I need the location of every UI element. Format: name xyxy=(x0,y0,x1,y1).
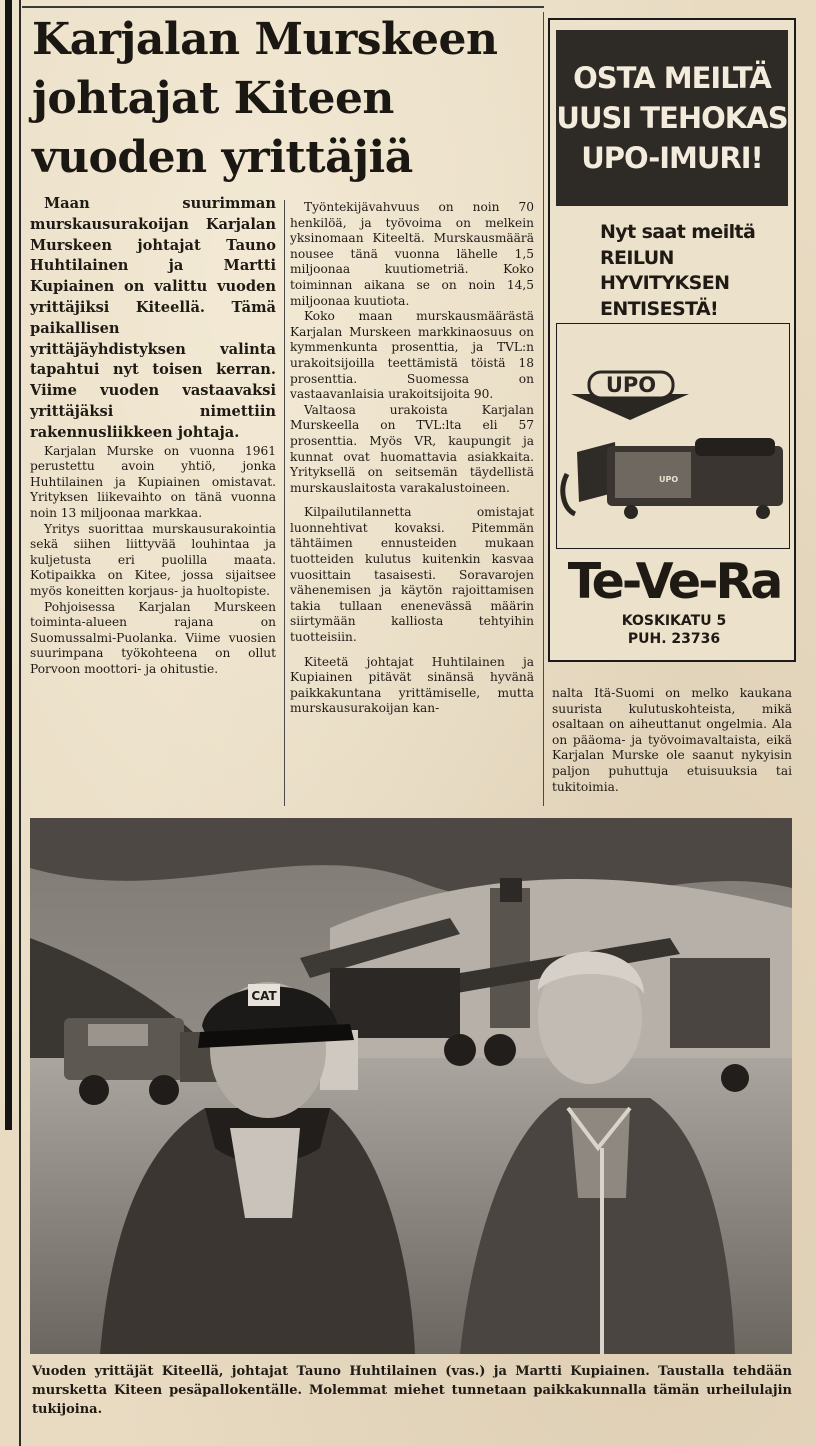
ad-banner-line: UPO-IMURI! xyxy=(581,141,763,175)
headline-line: Karjalan Murskeen xyxy=(32,14,498,65)
ad-brand: Te-Ve-Ra xyxy=(567,553,781,610)
article-column-1 xyxy=(30,194,276,677)
article-paragraph: Karjalan Murske on vuonna 1961 perustettu avoin yhtiö, jonka Huhtilainen ja Kupiainen omistavat. Yrityksen liikevaihto on tänä vuonna noin 13 miljoonaa markkaa. xyxy=(30,443,276,520)
article-column-2 xyxy=(290,200,534,717)
ad-offer-line: REILUN xyxy=(600,246,674,269)
article-paragraph: Kilpailutilannetta omistajat luonnehtivat kovaksi. Pitemmän tähtäimen ennusteiden mukaan tuotteiden kulutus kuitenkin kasvaa vuosittain tasaisesti. Soravarojen vähenemisen ja käytön rajoittamisen takia tullaan enenevässä määrin siirtymään kalliosta tehtyihin tuotteisiin. xyxy=(290,505,534,645)
margin-bar xyxy=(5,0,12,1130)
upo-logo-text: UPO xyxy=(605,373,657,397)
news-photo xyxy=(30,818,792,1354)
ad-offer-line: ENTISESTÄ! xyxy=(600,297,719,320)
ad-banner-line: UUSI TEHOKAS xyxy=(556,101,788,135)
ad-offer xyxy=(600,220,790,322)
column-rule xyxy=(543,12,544,806)
article-paragraph: nalta Itä-Suomi on melko kaukana suurista kulutuskohteista, mikä osaltaan on aiheuttanut ongelmia. Ala on pääoma- ja työvoimavaltaista, eikä Karjalan Murske ole saanut nykyisin paljon puhuttuja etuisuuksia tai tukitoimia. xyxy=(552,686,792,794)
article-lead: Maan suurimman murskausurakoijan Karjalan Murskeen johtajat Tauno Huhtilainen ja Martti Kupiainen on valittu vuoden yrittäjiksi Kiteellä. Tämä paikallisen yrittäjäyhdistyksen valinta tapahtui nyt toisen kerran. Viime vuoden vastaavaksi yrittäjäksi nimettiin rakennusliikkeen johtaja. xyxy=(30,195,276,441)
article-column-3 xyxy=(552,686,792,795)
vacuum-icon xyxy=(563,438,783,519)
cap-text: CAT xyxy=(251,989,277,1003)
vacuum-label: UPO xyxy=(659,475,679,484)
article-paragraph: Valtaosa urakoista Karjalan Murskeella on TVL:lta eli 57 prosenttia. Myös VR, kaupungit ja kunnat ovat huomattavia asiakkaita. Yrityksellä on seitsemän täydellistä murskauslaitosta varakalustoineen. xyxy=(290,402,534,495)
headline-line: johtajat Kiteen xyxy=(32,73,394,124)
ad-offer-line: HYVITYKSEN xyxy=(600,272,730,295)
article-paragraph: Työntekijävahvuus on noin 70 henkilöä, ja työvoima on melkein yksinomaan Kiteeltä. Murskausmäärä nousee tänä vuonna lähelle 1,5 miljoonaa kuutiometriä. Koko toiminnan aikana se on noin 14,5 miljoonaa kuutiota. xyxy=(290,200,534,308)
top-rule xyxy=(22,6,544,8)
photo-caption: Vuoden yrittäjät Kiteellä, johtajat Tauno Huhtilainen (vas.) ja Martti Kupiainen. Taustalla tehdään mursketta Kiteen pesäpallokentälle. Molemmat miehet tunnetaan paikkakunnalla tämän urheilulajin tukijoina. xyxy=(32,1364,792,1417)
article-paragraph: Pohjoisessa Karjalan Murskeen toiminta-alueen rajana on Suomussalmi-Puolanka. Viime vuosien suurimpana työkohteena on ollut Porvoon moottori- ja ohitustie. xyxy=(30,599,276,676)
article-paragraph: Yritys suorittaa murskausurakointia sekä siihen liittyvää louhintaa ja kuljetusta eri puolilla maata. Kotipaikka on Kitee, jossa sijaitsee myös koneitten korjaus- ja huoltopiste. xyxy=(30,521,276,598)
vacuum-illustration xyxy=(557,324,789,548)
column-rule xyxy=(284,200,285,806)
margin-rule xyxy=(19,0,21,1446)
product-image-box xyxy=(556,323,790,549)
ad-offer-line: Nyt saat meiltä xyxy=(600,221,756,243)
ad-banner xyxy=(556,30,788,206)
photo-illustration xyxy=(30,818,792,1354)
ad-address xyxy=(564,612,784,648)
article-paragraph: Kiteetä johtajat Huhtilainen ja Kupiainen pitävät sinänsä hyvänä paikkakuntana yrittämiselle, mutta murskausurakoijan kan- xyxy=(290,654,534,716)
headline-line: vuoden yrittäjiä xyxy=(32,132,413,183)
ad-banner-line: OSTA MEILTÄ xyxy=(573,61,771,95)
upo-logo xyxy=(571,372,689,420)
advertisement xyxy=(548,18,796,662)
article-headline xyxy=(32,10,542,187)
ad-phone: PUH. 23736 xyxy=(627,631,721,647)
ad-street: KOSKIKATU 5 xyxy=(621,613,727,629)
article-paragraph: Koko maan murskausmäärästä Karjalan Murskeen markkinaosuus on kymmenkunta prosenttia, ja TVL:n urakoitsijoilla teettämistä töistä 18 prosenttia. Suomessa on vastaavanlaisia urakoitsijoita 90. xyxy=(290,309,534,402)
